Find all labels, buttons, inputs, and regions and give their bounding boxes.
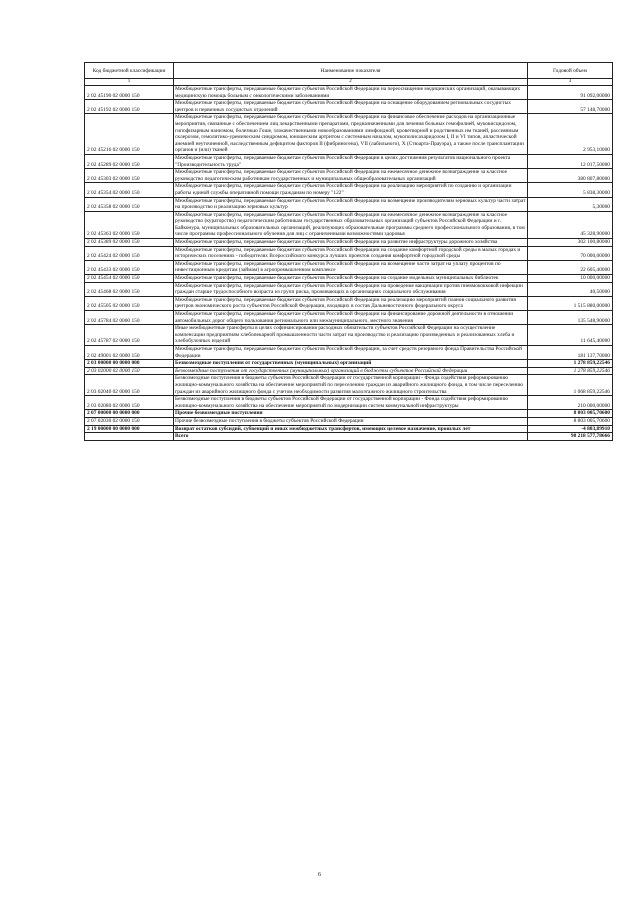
amount-cell: 45 328,90000	[528, 211, 613, 238]
table-row	[85, 211, 613, 238]
amount-cell: 8 803 005,70600	[528, 410, 613, 418]
name-cell: Межбюджетные трансферты, передаваемые бюджетам субъектов Российской Федерации на создание модельных муниципальных библиотек	[174, 275, 528, 283]
table-row	[85, 275, 613, 283]
amount-cell: 40,50000	[528, 282, 613, 296]
table-row	[85, 360, 613, 368]
table-body	[85, 86, 613, 441]
name-cell: Межбюджетные трансферты, передаваемые бюджетам субъектов Российской Федерации на развитие инфраструктуры дорожного хозяйства	[174, 239, 528, 247]
table-row	[85, 396, 613, 410]
name-cell: Межбюджетные трансферты, передаваемые бюджетам субъектов Российской Федерации, за счет средств резервного фонда Правительства Российской Федерации	[174, 345, 528, 359]
table-row	[85, 345, 613, 359]
name-cell: Межбюджетные трансферты, передаваемые бюджетам субъектов Российской Федерации на возмещение части затрат на уплату процентов по инвестиционным кредитам (займам) в агропромышленном комплексе	[174, 260, 528, 274]
budget-table-container	[84, 62, 612, 441]
code-cell: 2 02 45192 02 0000 150	[85, 100, 174, 114]
table-row	[85, 114, 613, 155]
amount-cell: 5 838,30000	[528, 183, 613, 197]
name-cell: Межбюджетные трансферты, передаваемые бюджетам субъектов Российской Федерации на возмещение производителям зерновых культур части затрат на производство и реализацию зерновых культур	[174, 197, 528, 211]
name-cell: Межбюджетные трансферты, передаваемые бюджетам субъектов Российской Федерации на создание комфортной городской среды в малых городах и исторических поселениях - победителях Всероссийского конкурса лучших проектов создания комфортной городской среды	[174, 246, 528, 260]
name-cell: Иные межбюджетные трансферты в целях софинансирования расходных обязательств субъектов Российской Федерации на осуществление компенсации предприятиям хлебопекарной промышленности части затрат на производство и реализацию произведенных и реализованных хлеба и хлебобулочных изделий	[174, 325, 528, 346]
table-row	[85, 197, 613, 211]
code-cell: 2 03 00000 00 0000 000	[85, 360, 174, 368]
column-number-row	[85, 79, 613, 86]
amount-cell: -4 803,89910	[528, 425, 613, 433]
code-cell: 2 02 45389 02 0000 150	[85, 239, 174, 247]
name-cell: Прочие безвозмездные поступления в бюджеты субъектов Российской Федерации	[174, 417, 528, 425]
table-row	[85, 425, 613, 433]
name-cell: Межбюджетные трансферты, передаваемые бюджетам субъектов Российской Федерации на переоснащение медицинских организаций, оказывающих медицинскую помощь больным с онкологическими заболеваниями	[174, 86, 528, 100]
code-cell: 2 02 45454 02 0000 150	[85, 275, 174, 283]
name-cell: Прочие безвозмездные поступления	[174, 410, 528, 418]
name-cell: Безвозмездные поступления в бюджеты субъектов Российской Федерации от государственной корпорации - Фонда содействия реформированию жилищно-коммунального хозяйства на обеспечение мероприятий по переселению граждан из аварийного жилищного фонда, в том числе переселению граждан из аварийного жилищного фонда с учетом необходимости развития малоэтажного жилищного строительства	[174, 375, 528, 396]
name-cell: Безвозмездные поступления в бюджеты субъектов Российской Федерации от государственной корпорации - Фонда содействия реформированию жилищно-коммунального хозяйства на обеспечение мероприятий по модернизации систем коммунальной инфраструктуры	[174, 396, 528, 410]
code-cell: 2 02 45190 02 0000 150	[85, 86, 174, 100]
name-cell: Межбюджетные трансферты, передаваемые бюджетам субъектов Российской Федерации на реализацию мероприятий планов социального развития центров экономического роста субъектов Российской Федерации, входящих в состав Дальневосточного федерального округа	[174, 296, 528, 310]
amount-cell: 380 807,80000	[528, 169, 613, 183]
amount-cell: 98 218 577,78666	[528, 433, 613, 441]
column-number: 3	[528, 79, 613, 86]
table-row	[85, 183, 613, 197]
amount-cell: 91 092,00000	[528, 86, 613, 100]
code-column-header: Код бюджетной классификации	[85, 63, 174, 79]
table-row	[85, 246, 613, 260]
amount-cell: 210 000,00000	[528, 396, 613, 410]
amount-cell: 181 137,70000	[528, 345, 613, 359]
name-cell: Межбюджетные трансферты, передаваемые бюджетам субъектов Российской Федерации в целях достижения результатов национального проекта "Производительность труда"	[174, 154, 528, 168]
table-row	[85, 239, 613, 247]
amount-cell: 135 548,90000	[528, 311, 613, 325]
table-row	[85, 100, 613, 114]
amount-cell: 5,30000	[528, 197, 613, 211]
code-cell: 2 07 00000 00 0000 000	[85, 410, 174, 418]
code-cell: 2 02 45424 02 0000 150	[85, 246, 174, 260]
name-cell: Всего	[174, 433, 528, 441]
code-cell: 2 03 02000 02 0000 150	[85, 367, 174, 375]
amount-cell: 1 278 859,22546	[528, 367, 613, 375]
amount-cell: 1 278 859,22546	[528, 360, 613, 368]
code-cell: 2 02 45354 02 0000 150	[85, 183, 174, 197]
table-row	[85, 375, 613, 396]
table-row	[85, 260, 613, 274]
table-row	[85, 417, 613, 425]
table-row	[85, 325, 613, 346]
name-cell: Возврат остатков субсидий, субвенций и иных межбюджетных трансфертов, имеющих целевое назначение, прошлых лет	[174, 425, 528, 433]
code-cell	[85, 433, 174, 441]
name-cell: Безвозмездные поступления от государственных (муниципальных) организаций в бюджеты субъектов Российской Федерации	[174, 367, 528, 375]
code-cell: 2 02 45363 02 0000 150	[85, 211, 174, 238]
name-cell: Межбюджетные трансферты, передаваемые бюджетам субъектов Российской Федерации на ежемесячное денежное вознаграждение за классное руководство (кураторство) педагогическим работникам государственных образовательных организаций субъектов Российской Федерации и г. Байконура, муниципальных образовательных организаций, реализующих образовательные программы среднего профессионального образования, в том числе программы профессионального обучения для лиц с ограниченными возможностями здоровья	[174, 211, 528, 238]
code-cell: 2 19 00000 00 0000 000	[85, 425, 174, 433]
code-cell: 2 02 45289 02 0000 150	[85, 154, 174, 168]
code-cell: 2 07 02030 02 0000 150	[85, 417, 174, 425]
code-cell: 2 02 45303 02 0000 150	[85, 169, 174, 183]
name-cell: Межбюджетные трансферты, передаваемые бюджетам субъектов Российской Федерации на финансовое обеспечение расходов на организационные мероприятия, связанные с обеспечением лиц лекарственными препаратами, предназначенными для лечения больных гемофилией, муковисцидозом, гипофизарным нанизмом, болезнью Гоше, злокачественными новообразованиями лимфоидной, кроветворной и родственных им тканей, рассеянным склерозом, гемолитико-уремическим синдромом, юношеским артритом с системным началом, мукополисахаридозом I, II и VI типов, апластической анемией неуточненной, наследственным дефицитом факторов II (фибриногена), VII (лабильного), X (Стюарта-Прауэра), а также после трансплантации органов и (или) тканей	[174, 114, 528, 155]
name-column-header: Наименование показателя	[174, 63, 528, 79]
amount-cell: 12 017,50000	[528, 154, 613, 168]
amount-cell: 22 605,40000	[528, 260, 613, 274]
name-cell: Безвозмездные поступления от государственных (муниципальных) организаций	[174, 360, 528, 368]
code-cell: 2 02 45505 02 0000 150	[85, 296, 174, 310]
budget-table	[84, 62, 613, 441]
code-cell: 2 02 45784 02 0000 150	[85, 311, 174, 325]
page-number: 6	[318, 872, 321, 878]
code-cell: 2 02 45358 02 0000 150	[85, 197, 174, 211]
name-cell: Межбюджетные трансферты, передаваемые бюджетам субъектов Российской Федерации на оснащение оборудованием региональных сосудистых центров и первичных сосудистых отделений	[174, 100, 528, 114]
code-cell: 2 02 49001 02 0000 150	[85, 345, 174, 359]
table-header-row	[85, 63, 613, 79]
amount-cell: 11 645,40000	[528, 325, 613, 346]
amount-cell: 2 953,10000	[528, 114, 613, 155]
amount-column-header: Годовой объем	[528, 63, 613, 79]
table-row	[85, 296, 613, 310]
table-row	[85, 311, 613, 325]
column-number: 1	[85, 79, 174, 86]
amount-cell: 1 515 880,00000	[528, 296, 613, 310]
table-row	[85, 410, 613, 418]
amount-cell: 302 100,80000	[528, 239, 613, 247]
column-number: 2	[174, 79, 528, 86]
name-cell: Межбюджетные трансферты, передаваемые бюджетам субъектов Российской Федерации на проведение вакцинации против пневмококковой инфекции граждан старше трудоспособного возраста из групп риска, проживающих в организациях социального обслуживания	[174, 282, 528, 296]
amount-cell: 8 803 005,70600	[528, 417, 613, 425]
code-cell: 2 03 02040 02 0000 150	[85, 375, 174, 396]
code-cell: 2 02 45787 02 0000 150	[85, 325, 174, 346]
code-cell: 2 03 02080 02 0000 150	[85, 396, 174, 410]
table-row	[85, 367, 613, 375]
table-row	[85, 433, 613, 441]
code-cell: 2 02 45468 02 0000 150	[85, 282, 174, 296]
code-cell: 2 02 45216 02 0000 150	[85, 114, 174, 155]
table-row	[85, 154, 613, 168]
table-row	[85, 86, 613, 100]
code-cell: 2 02 45433 02 0000 150	[85, 260, 174, 274]
amount-cell: 57 148,70000	[528, 100, 613, 114]
amount-cell: 70 000,00000	[528, 246, 613, 260]
table-row	[85, 169, 613, 183]
name-cell: Межбюджетные трансферты, передаваемые бюджетам субъектов Российской Федерации на финансирование дорожной деятельности в отношении автомобильных дорог общего пользования регионального или межмуниципального, местного значения	[174, 311, 528, 325]
amount-cell: 1 068 859,22546	[528, 375, 613, 396]
amount-cell: 10 000,00000	[528, 275, 613, 283]
name-cell: Межбюджетные трансферты, передаваемые бюджетам субъектов Российской Федерации на реализацию мероприятий по созданию и организации работы единой службы оперативной помощи гражданам по номеру "122"	[174, 183, 528, 197]
name-cell: Межбюджетные трансферты, передаваемые бюджетам субъектов Российской Федерации на ежемесячное денежное вознаграждение за классное руководство педагогическим работникам государственных и муниципальных общеобразовательных организаций	[174, 169, 528, 183]
table-row	[85, 282, 613, 296]
